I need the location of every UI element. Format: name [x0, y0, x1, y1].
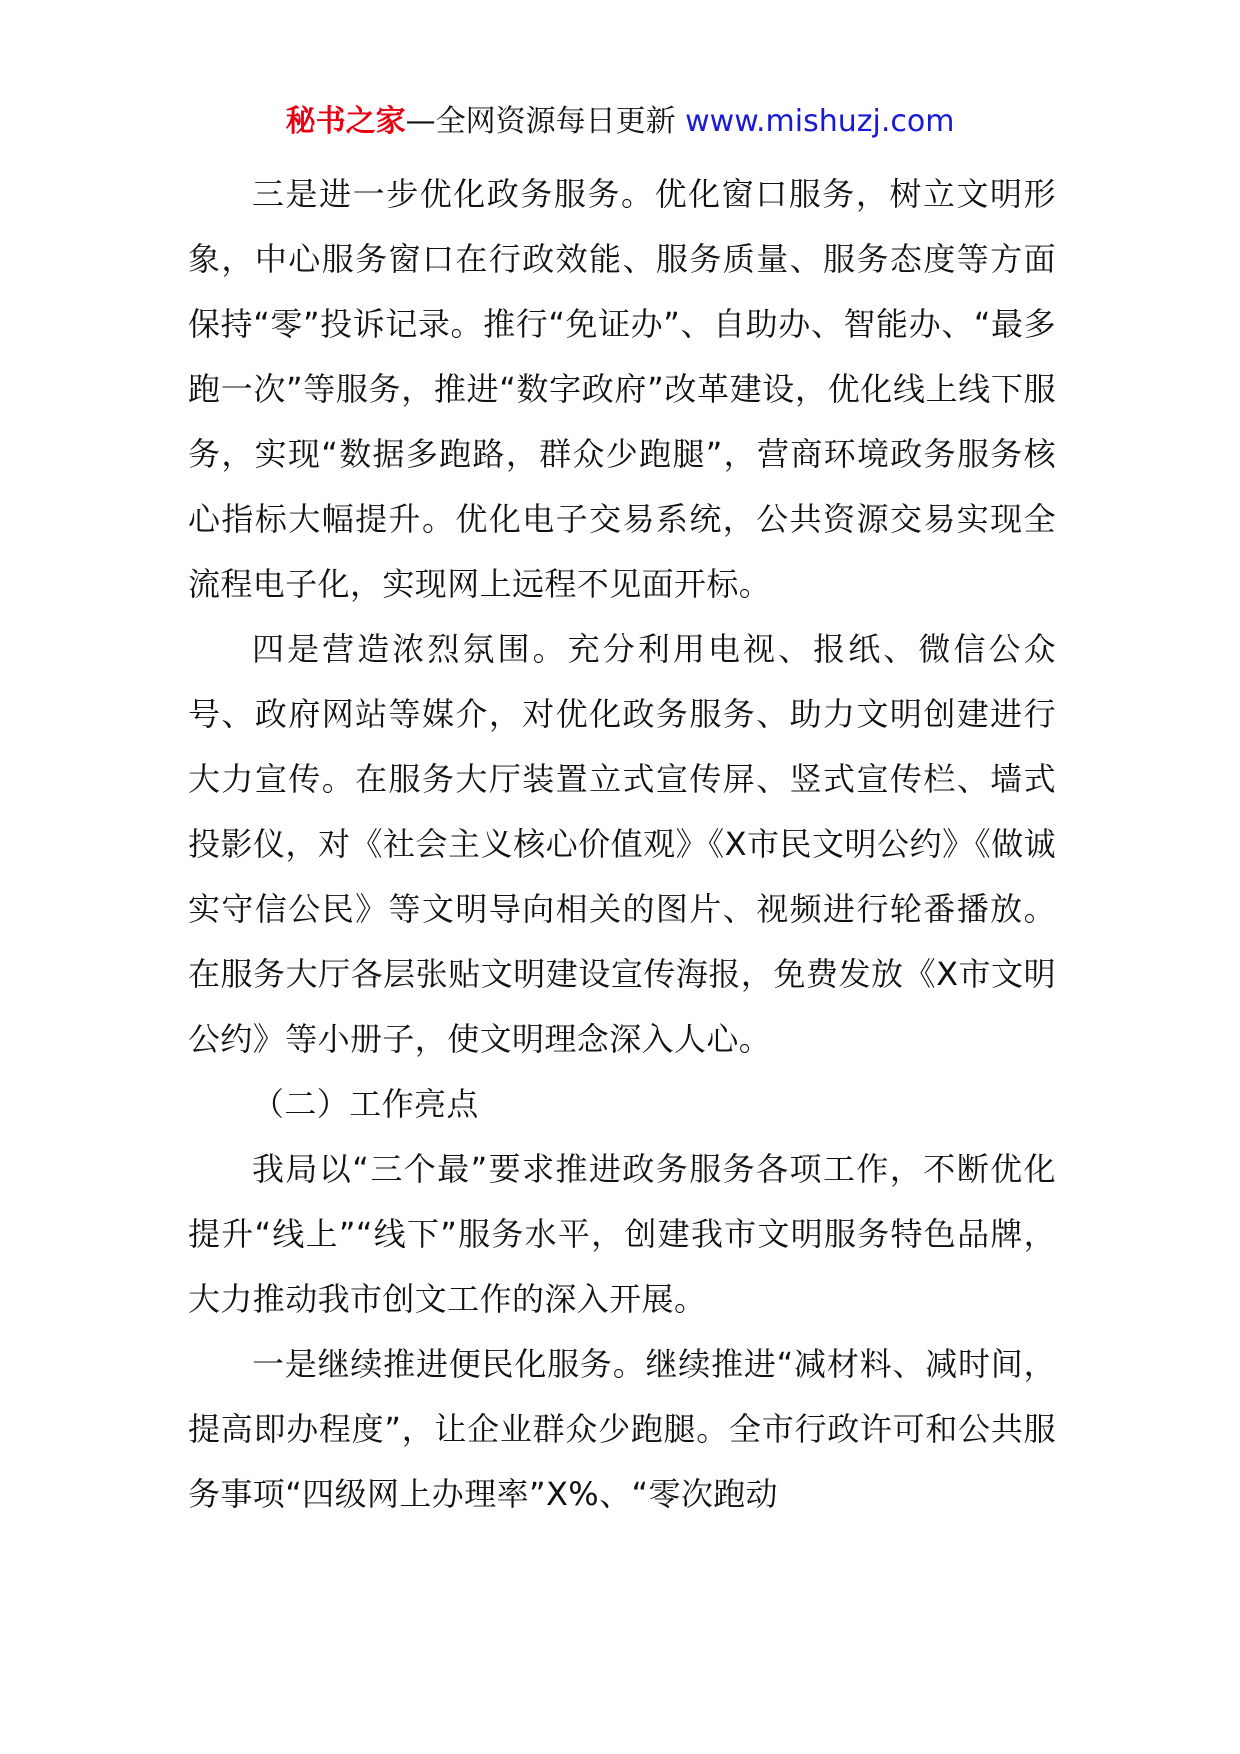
header-brand: 秘书之家 [285, 104, 406, 139]
page-header [0, 102, 1240, 142]
document-body [188, 162, 1056, 1527]
header-url-link[interactable]: www.mishuzj.com [685, 104, 955, 139]
header-slogan: —全网资源每日更新 [405, 104, 676, 139]
paragraph-convenience-services: 一是继续推进便民化服务。继续推进“减材料、减时间，提高即办程度”，让企业群众少跑腿。全市行政许可和公共服务事项“四级网上办理率”X%、“零次跑动 [188, 1345, 1056, 1513]
section-subheading: （二）工作亮点 [252, 1085, 479, 1123]
paragraph-optimize-services: 三是进一步优化政务服务。优化窗口服务，树立文明形象，中心服务窗口在行政效能、服务质量、服务态度等方面保持“零”投诉记录。推行“免证办”、自助办、智能办、“最多跑一次”等服务，推进“数字政府”改革建设，优化线上线下服务，实现“数据多跑路，群众少跑腿”，营商环境政务服务核心指标大幅提升。优化电子交易系统，公共资源交易实现全流程电子化，实现网上远程不见面开标。 [188, 175, 1056, 603]
paragraph-create-atmosphere: 四是营造浓烈氛围。充分利用电视、报纸、微信公众号、政府网站等媒介，对优化政务服务、助力文明创建进行大力宣传。在服务大厅装置立式宣传屏、竖式宣传栏、墙式投影仪，对《社会主义核心价值观》《X市民文明公约》《做诚实守信公民》等文明导向相关的图片、视频进行轮番播放。在服务大厅各层张贴文明建设宣传海报，免费发放《X市文明公约》等小册子，使文明理念深入人心。 [188, 630, 1056, 1058]
paragraph-highlights-intro: 我局以“三个最”要求推进政务服务各项工作，不断优化提升“线上”“线下”服务水平，创建我市文明服务特色品牌，大力推动我市创文工作的深入开展。 [188, 1150, 1056, 1318]
